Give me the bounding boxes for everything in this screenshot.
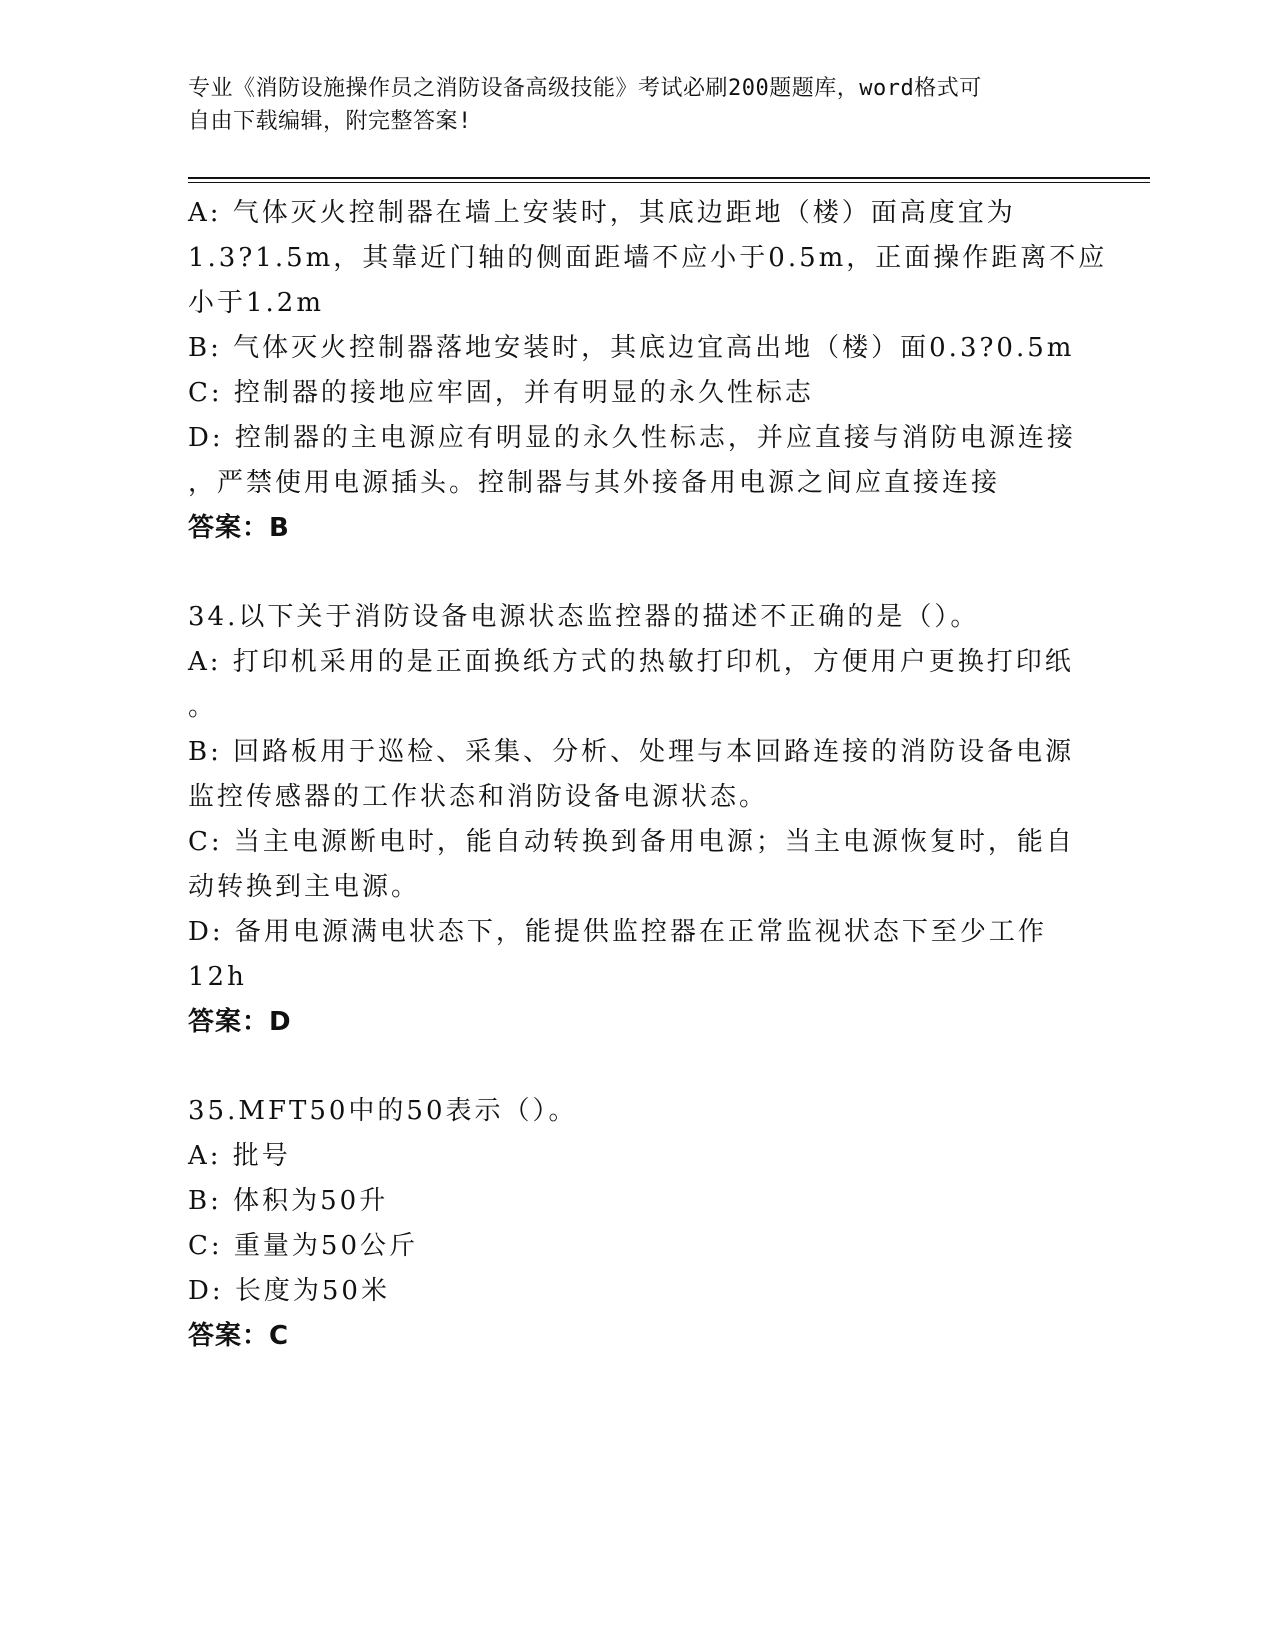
answer-33: 答案：B	[188, 513, 290, 543]
option-d-line-1: D: 备用电源满电状态下，能提供监控器在正常监视状态下至少工作	[188, 917, 1047, 947]
header-title-line-2: 自由下载编辑，附完整答案!	[188, 109, 472, 134]
option-d: D: 长度为50米	[188, 1276, 390, 1306]
question-content	[188, 191, 1108, 1359]
option-c-line-1: C: 控制器的接地应牢固，并有明显的永久性标志	[188, 378, 814, 408]
header-divider-thick	[188, 177, 1150, 179]
option-a-line-3: 小于1.2m	[188, 288, 325, 318]
option-a-line-1: A: 打印机采用的是正面换纸方式的热敏打印机，方便用户更换打印纸	[188, 647, 1074, 677]
option-c-line-2: 动转换到主电源。	[188, 872, 421, 902]
option-a-line-2: 1.3?1.5m，其靠近门轴的侧面距墙不应小于0.5m，正面操作距离不应	[188, 243, 1108, 273]
question-34	[188, 595, 1075, 1045]
option-c-line-1: C: 当主电源断电时，能自动转换到备用电源；当主电源恢复时，能自	[188, 827, 1075, 857]
option-b-line-1: B: 气体灭火控制器落地安装时，其底边宜高出地（楼）面0.3?0.5m	[188, 333, 1075, 363]
option-d-line-1: D: 控制器的主电源应有明显的永久性标志，并应直接与消防电源连接	[188, 423, 1076, 453]
option-d-line-2: ，严禁使用电源插头。控制器与其外接备用电源之间应直接连接	[188, 468, 1001, 498]
question-34-stem: 34.以下关于消防设备电源状态监控器的描述不正确的是（）。	[188, 602, 980, 632]
option-b: B: 体积为50升	[188, 1186, 389, 1216]
option-b-line-2: 监控传感器的工作状态和消防设备电源状态。	[188, 782, 769, 812]
answer-34: 答案：D	[188, 1007, 292, 1037]
header-divider-thin	[188, 182, 1150, 183]
option-a-line-2: 。	[188, 692, 218, 722]
document-header	[188, 72, 1068, 138]
option-d-line-2: 12h	[188, 962, 247, 992]
answer-35: 答案：C	[188, 1321, 290, 1351]
option-b-line-1: B: 回路板用于巡检、采集、分析、处理与本回路连接的消防设备电源	[188, 737, 1075, 767]
header-title-line-1: 专业《消防设施操作员之消防设备高级技能》考试必刷200题题库，word格式可	[188, 76, 982, 101]
option-a-line-1: A: 气体灭火控制器在墙上安装时，其底边距地（楼）面高度宜为	[188, 198, 1016, 228]
spacer	[188, 551, 1068, 595]
question-35	[188, 1089, 1068, 1359]
option-a: A: 批号	[188, 1141, 291, 1171]
spacer	[188, 1045, 1068, 1089]
option-c: C: 重量为50公斤	[188, 1231, 419, 1261]
question-35-stem: 35.MFT50中的50表示（）。	[188, 1096, 578, 1126]
question-33-options	[188, 191, 1108, 551]
